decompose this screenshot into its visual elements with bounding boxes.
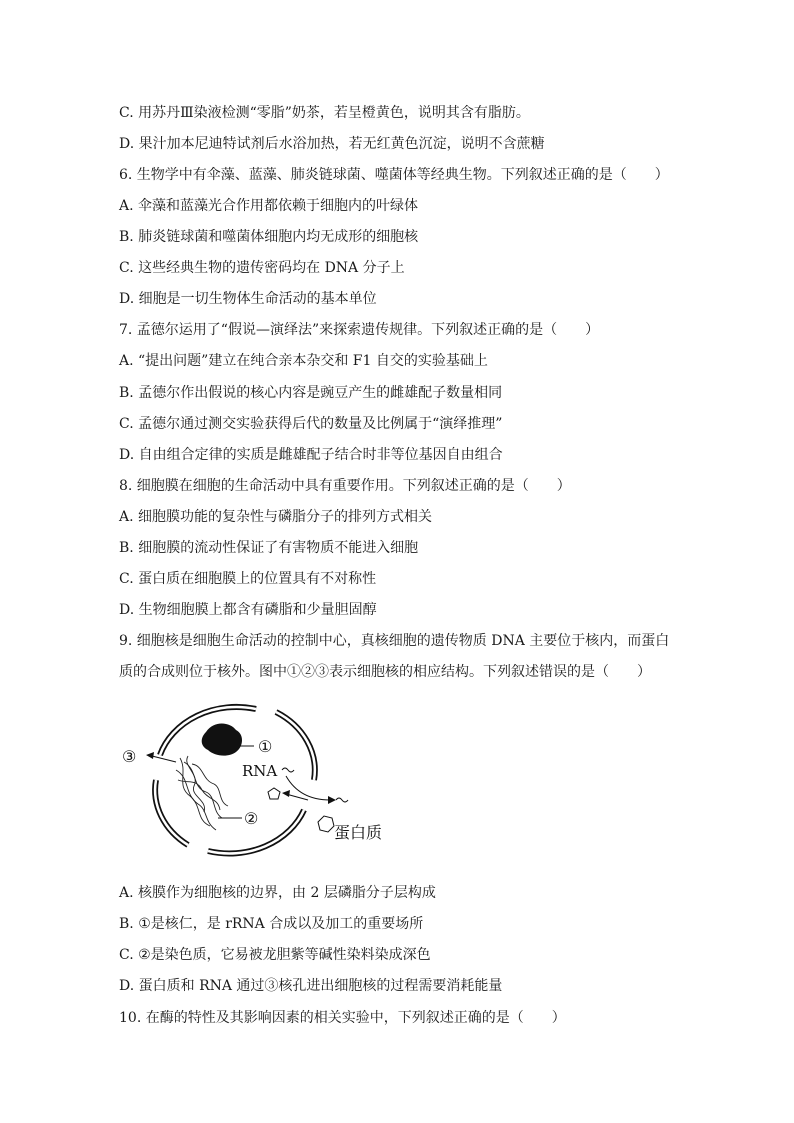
label-2: ② — [244, 809, 259, 828]
label-1: ① — [258, 737, 273, 756]
option-7b: B. 孟德尔作出假说的核心内容是豌豆产生的雌雄配子数量相同 — [119, 385, 503, 401]
label-rna: RNA — [242, 762, 278, 780]
option-7c: C. 孟德尔通过测交实验获得后代的数量及比例属于“演绎推理” — [119, 416, 503, 432]
option-6a: A. 伞藻和蓝藻光合作用都依赖于细胞内的叶绿体 — [119, 198, 419, 214]
option-5d: D. 果汁加本尼迪特试剂后水浴加热，若无红黄色沉淀，说明不含蔗糖 — [119, 136, 545, 152]
rna-export-arrow-line — [286, 776, 330, 800]
option-6b: B. 肺炎链球菌和噬菌体细胞内均无成形的细胞核 — [119, 229, 419, 245]
option-9b: B. ①是核仁，是 rRNA 合成以及加工的重要场所 — [119, 916, 424, 932]
protein-outside-shape — [318, 816, 334, 832]
rna-export-arrowhead — [328, 796, 336, 804]
option-7d: D. 自由组合定律的实质是雌雄配子结合时非等位基因自由组合 — [119, 447, 503, 463]
option-8c: C. 蛋白质在细胞膜上的位置具有不对称性 — [119, 571, 377, 587]
protein-import-arrowhead — [282, 790, 290, 797]
option-9d: D. 蛋白质和 RNA 通过③核孔进出细胞核的过程需要消耗能量 — [119, 978, 503, 994]
option-6d: D. 细胞是一切生物体生命活动的基本单位 — [119, 291, 377, 307]
nucleus-diagram — [118, 700, 398, 865]
rna-squiggle — [282, 768, 294, 772]
chromatin-shape — [176, 756, 228, 830]
question-9-stem-line2: 质的合成则位于核外。图中①②③表示细胞核的相应结构。下列叙述错误的是（ ） — [119, 664, 651, 680]
option-5c: C. 用苏丹Ⅲ染液检测“零脂”奶茶，若呈橙黄色，说明其含有脂肪。 — [119, 105, 530, 121]
option-6c: C. 这些经典生物的遗传密码均在 DNA 分子上 — [119, 260, 405, 276]
option-8d: D. 生物细胞膜上都含有磷脂和少量胆固醇 — [119, 602, 377, 618]
question-10-stem: 10. 在酶的特性及其影响因素的相关实验中，下列叙述正确的是（ ） — [119, 1010, 566, 1026]
protein-inside-shape — [268, 788, 280, 799]
option-9a: A. 核膜作为细胞核的边界，由 2 层磷脂分子层构成 — [119, 885, 436, 901]
nucleolus-shape — [202, 724, 242, 756]
label-3: ③ — [122, 747, 137, 766]
question-6-stem: 6. 生物学中有伞藻、蓝藻、肺炎链球菌、噬菌体等经典生物。下列叙述正确的是（ ） — [119, 167, 669, 183]
option-8b: B. 细胞膜的流动性保证了有害物质不能进入细胞 — [119, 540, 419, 556]
option-7a: A. “提出问题”建立在纯合亲本杂交和 F1 自交的实验基础上 — [119, 353, 488, 369]
question-9-stem-line1: 9. 细胞核是细胞生命活动的控制中心，真核细胞的遗传物质 DNA 主要位于核内，而蛋白 — [119, 633, 670, 649]
label-protein: 蛋白质 — [334, 823, 383, 842]
option-8a: A. 细胞膜功能的复杂性与磷脂分子的排列方式相关 — [119, 509, 433, 525]
question-7-stem: 7. 孟德尔运用了“假说—演绎法”来探索遗传规律。下列叙述正确的是（ ） — [119, 322, 600, 338]
question-8-stem: 8. 细胞膜在细胞的生命活动中具有重要作用。下列叙述正确的是（ ） — [119, 478, 571, 494]
option-9c: C. ②是染色质，它易被龙胆紫等碱性染料染成深色 — [119, 947, 431, 963]
rna-squiggle-outside — [336, 798, 348, 802]
